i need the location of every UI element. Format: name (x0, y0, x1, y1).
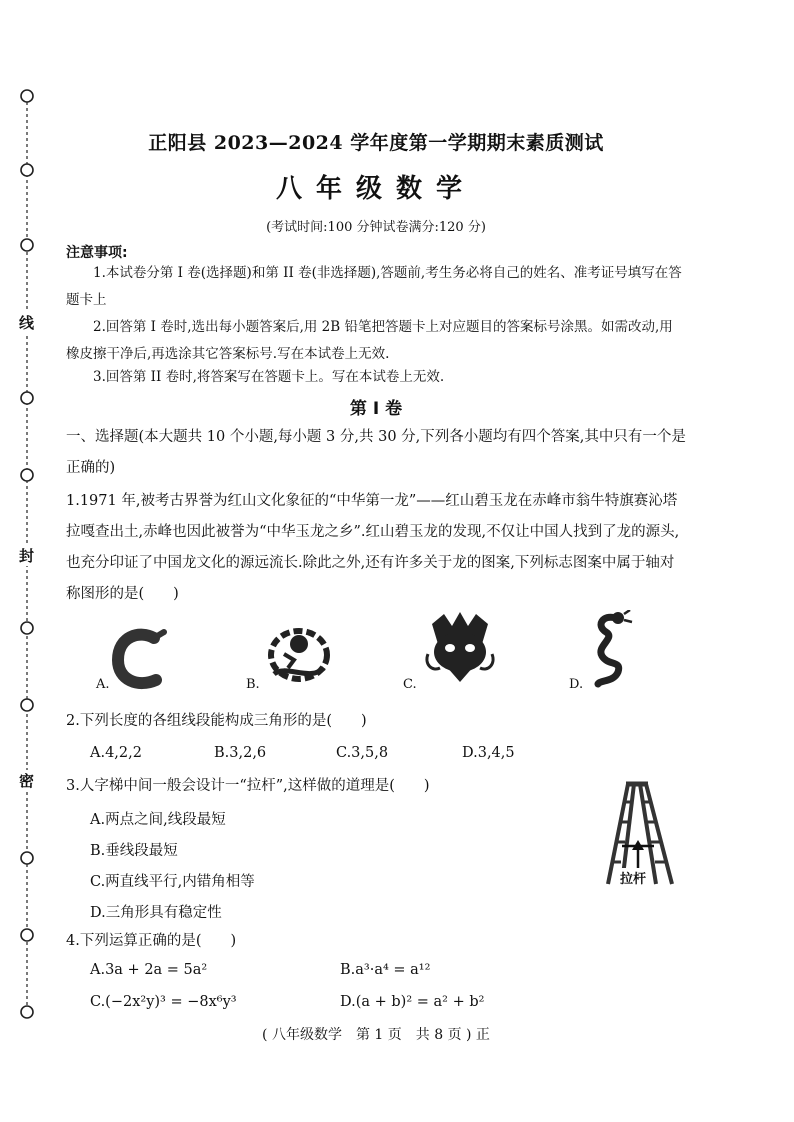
question-3-stem: 3.人字梯中间一般会设计一“拉杆”,这样做的道理是( ) (66, 778, 430, 794)
page-footer: ( 八年级数学 第 1 页 共 8 页 ) 正 (262, 1027, 490, 1043)
q1-option-d-label: D. (569, 677, 584, 692)
q2-option-d: D.3,4,5 (462, 745, 515, 761)
jade-dragon-icon (110, 628, 170, 690)
note-item: 1.本试卷分第 I 卷(选择题)和第 II 卷(非选择题),答题前,考生务必将自己的姓名、准考证号填写在答题卡上 (66, 265, 682, 308)
q1-option-b-label: B. (246, 677, 260, 692)
pull-rod-label: 拉杆 (620, 868, 646, 887)
note-item: 2.回答第 I 卷时,选出每小题答案后,用 2B 铅笔把答题卡上对应题目的答案标号涂黑。如需改动,用橡皮擦干净后,再选涂其它答案标号.写在本试卷上无效. (66, 319, 673, 362)
exam-info: (考试时间:100 分钟试卷满分:120 分) (266, 220, 486, 235)
dragon-face-icon (422, 610, 498, 686)
q2-option-a: A.4,2,2 (90, 745, 142, 761)
notes-title: 注意事项: (66, 245, 128, 261)
volume-title: 第 I 卷 (349, 399, 403, 419)
binding-margin (0, 0, 60, 1122)
q2-option-b: B.3,2,6 (214, 745, 267, 761)
ladder-figure (600, 780, 680, 894)
exam-page (66, 0, 686, 1122)
section-heading: 一、选择题(本大题共 10 个小题,每小题 3 分,共 30 分,下列各小题均有四个答案,其中只有一个是正确的) (66, 429, 686, 476)
note-item: 3.回答第 II 卷时,将答案写在答题卡上。写在本试卷上无效. (93, 369, 445, 385)
dragon-upright-icon (588, 610, 634, 688)
q3-option-d: D.三角形具有稳定性 (90, 905, 222, 921)
q2-option-c: C.3,5,8 (336, 745, 389, 761)
q4-option-d: D.(a + b)² = a² + b² (340, 994, 485, 1010)
q3-option-b: B.垂线段最短 (90, 843, 178, 859)
exam-title: 正阳县 2023—2024 学年度第一学期期末素质测试 (148, 132, 604, 154)
binding-label-seal: 封 (19, 547, 35, 565)
exam-subject: 八年级数学 (275, 174, 476, 204)
q1-option-a-label: A. (96, 677, 110, 692)
q4-option-b: B.a³·a⁴ = a¹² (340, 962, 431, 978)
q4-option-a: A.3a + 2a = 5a² (90, 962, 208, 978)
question-1-stem: 1.1971 年,被考古界誉为红山文化象征的“中华第一龙”——红山碧玉龙在赤峰市翁牛特旗赛沁塔拉嘎查出土,赤峰也因此被誉为“中华玉龙之乡”.红山碧玉龙的发现,不仅让中国人找到了龙的源头,也充分印证了中国龙文化的源远流长.除此之外,还有许多关于龙的图案,下列标志图案中属于轴对称图形的是( ) (66, 493, 680, 602)
question-4-stem: 4.下列运算正确的是( ) (66, 933, 237, 949)
dragon-coil-icon (264, 624, 334, 686)
q3-option-a: A.两点之间,线段最短 (90, 812, 226, 828)
question-2-stem: 2.下列长度的各组线段能构成三角形的是( ) (66, 713, 367, 729)
binding-label-secret: 密 (19, 772, 35, 790)
q3-option-c: C.两直线平行,内错角相等 (90, 874, 255, 890)
binding-label-line: 线 (19, 314, 35, 332)
q1-option-c-label: C. (403, 677, 417, 692)
q4-option-c: C.(−2x²y)³ = −8x⁶y³ (90, 994, 237, 1010)
